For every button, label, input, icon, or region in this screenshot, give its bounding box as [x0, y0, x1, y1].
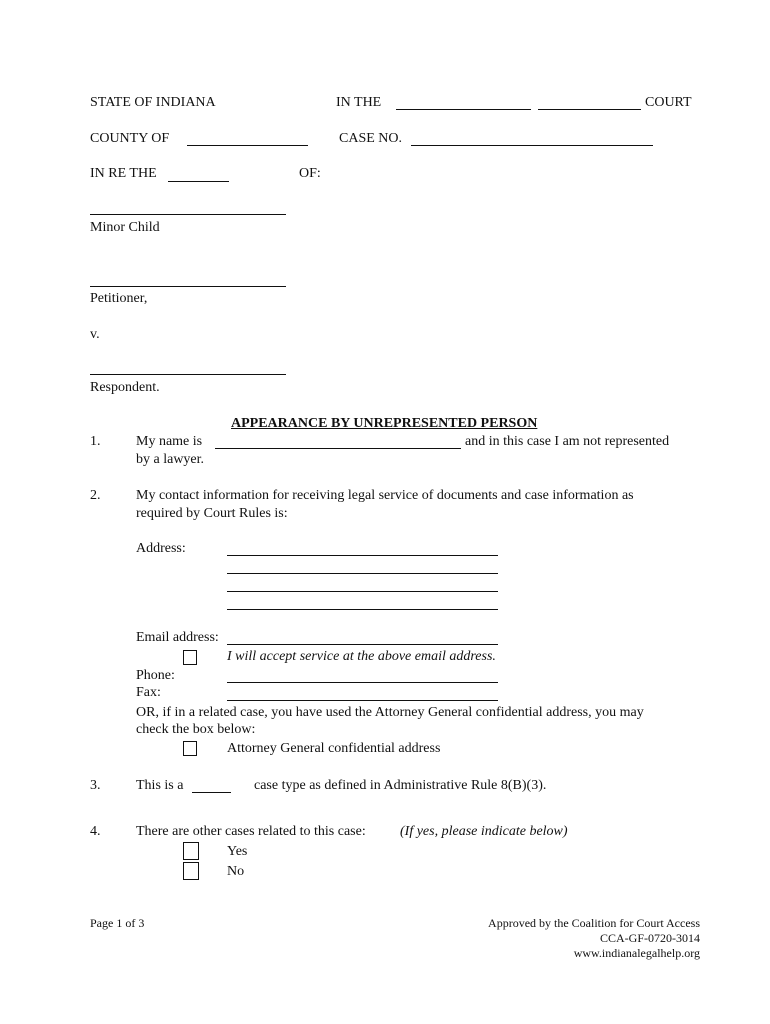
versus-label: v.	[90, 327, 100, 342]
ag-address-checkbox[interactable]	[183, 741, 197, 756]
court-label: COURT	[645, 95, 692, 110]
item-3-text-a: This is a	[136, 778, 184, 793]
item-2-number: 2.	[90, 488, 101, 503]
phone-line[interactable]	[227, 682, 498, 683]
item-2-text-b: required by Court Rules is:	[136, 506, 288, 521]
address-line-4[interactable]	[227, 609, 498, 610]
document-title: APPEARANCE BY UNREPRESENTED PERSON	[231, 416, 538, 431]
form-number: CCA-GF-0720-3014	[599, 931, 700, 945]
minor-child-label: Minor Child	[90, 220, 160, 235]
email-line[interactable]	[227, 644, 498, 645]
petitioner-label: Petitioner,	[90, 291, 148, 306]
state-label: STATE OF INDIANA	[90, 95, 216, 110]
ag-address-label: Attorney General confidential address	[227, 741, 441, 756]
no-checkbox[interactable]	[183, 862, 199, 880]
item-1-text-a: My name is	[136, 434, 203, 449]
yes-checkbox[interactable]	[183, 842, 199, 860]
county-label: COUNTY OF	[90, 131, 170, 146]
fax-label: Fax:	[136, 685, 161, 700]
item-1-number: 1.	[90, 434, 101, 449]
website-link[interactable]: www.indianalegalhelp.org	[573, 946, 700, 960]
of-label: OF:	[299, 166, 321, 181]
court-name-line-1[interactable]	[396, 109, 531, 110]
in-the-label: IN THE	[336, 95, 382, 110]
address-line-2[interactable]	[227, 573, 498, 574]
case-no-line[interactable]	[411, 145, 653, 146]
petitioner-line[interactable]	[90, 286, 286, 287]
address-line-1[interactable]	[227, 555, 498, 556]
address-line-3[interactable]	[227, 591, 498, 592]
accept-email-label: I will accept service at the above email address.	[227, 649, 496, 664]
item-1-text-b: and in this case I am not represented	[465, 434, 670, 449]
item-4-text-a: There are other cases related to this case:	[136, 824, 366, 839]
item-3-text-b: case type as defined in Administrative Rule 8(B)(3).	[254, 778, 547, 793]
item-2-text-a: My contact information for receiving legal service of documents and case information as	[136, 488, 634, 503]
respondent-line[interactable]	[90, 374, 286, 375]
or-text-a: OR, if in a related case, you have used the Attorney General confidential address, you may	[136, 705, 644, 720]
court-name-line-2[interactable]	[538, 109, 641, 110]
in-re-label: IN RE THE	[90, 166, 157, 181]
respondent-label: Respondent.	[90, 380, 160, 395]
county-line[interactable]	[187, 145, 308, 146]
case-no-label: CASE NO.	[339, 131, 403, 146]
yes-label: Yes	[227, 844, 248, 859]
item-1-text-c: by a lawyer.	[136, 452, 205, 467]
accept-email-checkbox[interactable]	[183, 650, 197, 665]
fax-line[interactable]	[227, 700, 498, 701]
case-type-line[interactable]	[192, 792, 231, 793]
no-label: No	[227, 864, 245, 879]
in-re-line[interactable]	[168, 181, 229, 182]
name-line[interactable]	[215, 448, 461, 449]
item-4-number: 4.	[90, 824, 101, 839]
email-label: Email address:	[136, 630, 219, 645]
minor-child-line[interactable]	[90, 214, 286, 215]
page-number: Page 1 of 3	[90, 916, 145, 930]
item-4-text-b: (If yes, please indicate below)	[400, 824, 568, 839]
or-text-b: check the box below:	[136, 722, 256, 737]
phone-label: Phone:	[136, 668, 175, 683]
approved-by: Approved by the Coalition for Court Access	[488, 916, 700, 930]
item-3-number: 3.	[90, 778, 101, 793]
address-label: Address:	[136, 541, 186, 556]
